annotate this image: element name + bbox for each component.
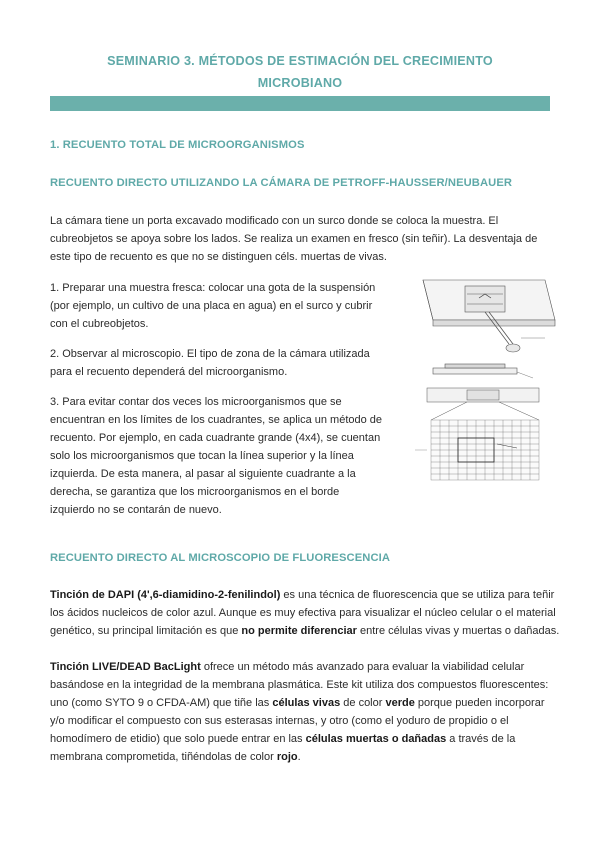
page-title-line2: MICROBIANO xyxy=(257,76,343,90)
dapi-paragraph xyxy=(50,586,560,640)
livedead-text-1: ofrece un método más avanzado para evaluar la viabilidad celular basándose en la integridad de la membrana plasmática. Este kit utiliza dos compuestos fluorescentes: uno (como SYTO 9 o CFDA-AM) que tiñe las xyxy=(50,661,549,709)
livedead-text-4: a través de la membrana comprometida, tiñéndolas de color xyxy=(50,733,516,763)
slide-top-view xyxy=(423,280,555,352)
counting-chamber-illustration xyxy=(405,272,565,484)
livedead-text-2: de color xyxy=(340,697,386,709)
page-title xyxy=(60,50,540,94)
step-3-paragraph: 3. Para evitar contar dos veces los microorganismos que se encuentran en los límites de los cuadrantes, se aplica un método de recuento. Por ejemplo, en cada cuadrante grande (4x4), se cuentan solo los microorganismos que tocan la línea superior y la línea izquierda. De esta manera, al pasar al siguiente cuadrante a la derecha, se garantiza que los microorganismos en el borde izquierdo no se contarán de nuevo. xyxy=(50,396,383,516)
page-title-line1: SEMINARIO 3. MÉTODOS DE ESTIMACIÓN DEL CRECIMIENTO xyxy=(107,54,493,68)
dapi-text-2: entre células vivas y muertas o dañadas. xyxy=(356,625,560,637)
livedead-green: verde xyxy=(385,697,415,709)
livedead-text-5: . xyxy=(297,751,301,763)
title-underline-bar xyxy=(50,96,550,111)
livedead-term: Tinción LIVE/DEAD BacLight xyxy=(50,661,201,673)
step-1-paragraph: 1. Preparar una muestra fresca: colocar una gota de la suspensión (por ejemplo, un cultivo de una placa en agua) en el surco y cubrir con el cubreobjetos. xyxy=(50,282,376,330)
livedead-live-cells: células vivas xyxy=(272,697,341,709)
dapi-term: Tinción de DAPI (4',6-diamidino-2-fenilindol) xyxy=(50,589,281,601)
step-2-paragraph: 2. Observar al microscopio. El tipo de zona de la cámara utilizada para el recuento dependerá del microorganismo. xyxy=(50,348,370,378)
livedead-red: rojo xyxy=(276,751,298,763)
section-heading: 1. RECUENTO TOTAL DE MICROORGANISMOS xyxy=(50,139,305,151)
intro-paragraph: La cámara tiene un porta excavado modificado con un surco donde se coloca la muestra. El cubreobjetos se apoya sobre los lados. Se realiza un examen en fresco (sin teñir). La desventaja de este tipo de recuento es que no se distinguen céls. muertas de vivas. xyxy=(50,215,538,263)
subsection-heading-neubauer: RECUENTO DIRECTO UTILIZANDO LA CÁMARA DE PETROFF-HAUSSER/NEUBAUER xyxy=(50,177,513,189)
livedead-text-3: porque pueden incorporar y/o modificar el compuesto con sus esterasas internas, y otro (como el yoduro de propidio o el homodímero de etidio) que solo puede entrar en las xyxy=(50,697,545,745)
livedead-paragraph xyxy=(50,658,560,766)
dapi-emphasis: no permite diferenciar xyxy=(241,625,357,637)
subsection-heading-fluorescencia: RECUENTO DIRECTO AL MICROSCOPIO DE FLUORESCENCIA xyxy=(50,552,391,564)
slide-side-view xyxy=(433,364,533,378)
dapi-text-1: es una técnica de fluorescencia que se utiliza para teñir los ácidos nucleicos de color azul. Aunque es muy efectiva para visualizar el núcleo celular o el material genético, su principal limitación es que xyxy=(50,589,556,637)
slide-grid-view xyxy=(427,388,539,420)
livedead-dead-cells: células muertas o dañadas xyxy=(305,733,447,745)
counting-grid xyxy=(415,420,539,480)
